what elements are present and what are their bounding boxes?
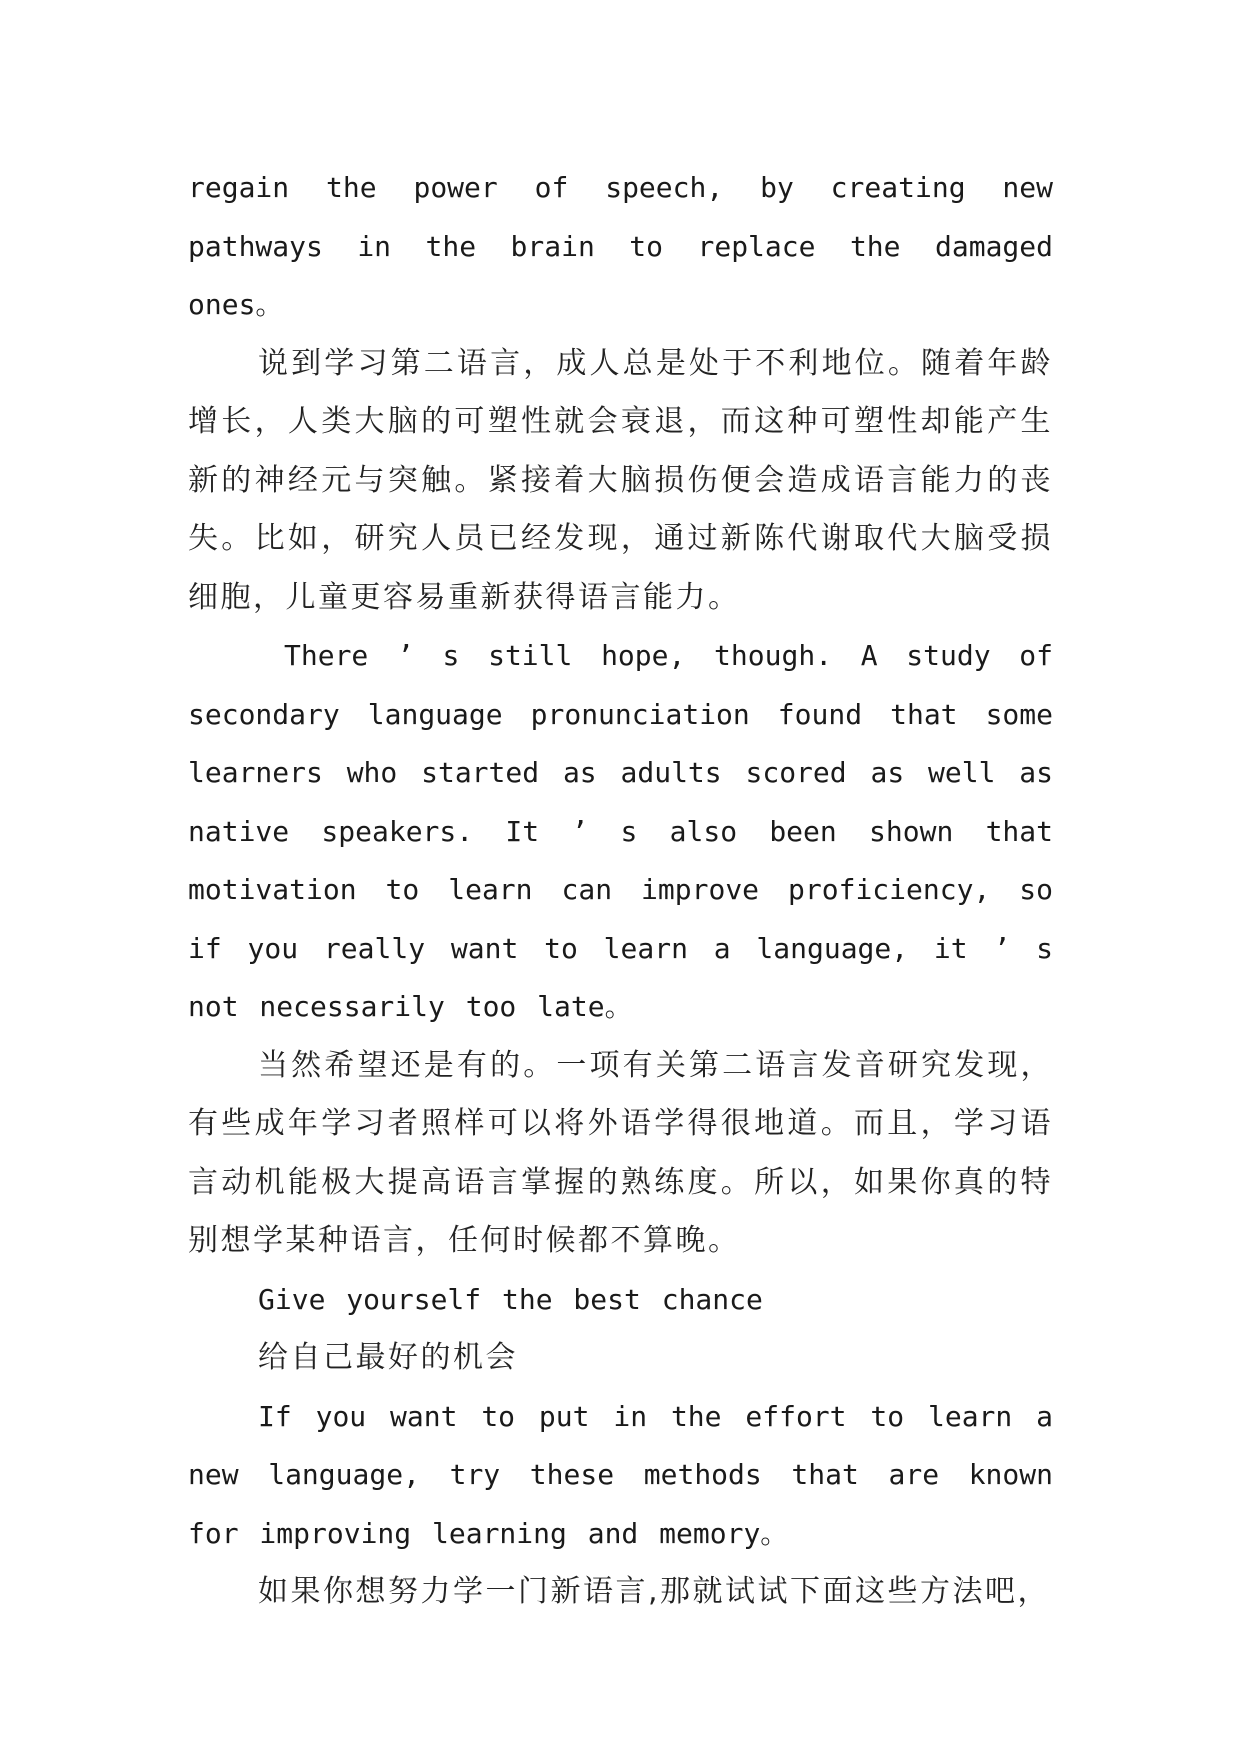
document-body [188,159,1053,1622]
paragraph-zh-second-language: 说到学习第二语言，成人总是处于不利地位。随着年龄增长，人类大脑的可塑性就会衰退，而这种可塑性却能产生新的神经元与突触。紧接着大脑损伤便会造成语言能力的丧失。比如，研究人员已经发现，通过新陈代谢取代大脑受损细胞，儿童更容易重新获得语言能力。 [188,345,1053,615]
section-heading-en: Give yourself the best chance [258,1282,763,1316]
paragraph-en-speech: regain the power of speech, by creating new pathways in the brain to replace the damaged ones。 [188,171,1053,321]
section-heading-zh: 给自己最好的机会 [258,1340,518,1375]
paragraph-en-hope: There ’ s still hope, though. A study of secondary language pronunciation found that some learners who started as adults scored as well as native speakers. It ’ s also been shown that motivation to learn can improve proficiency, so if you really want to learn a language, it ’ s not necessarily too late。 [188,639,1053,1023]
paragraph-zh-effort: 如果你想努力学一门新语言,那就试试下面这些方法吧， [258,1574,1051,1609]
paragraph-zh-hope: 当然希望还是有的。一项有关第二语言发音研究发现，有些成年学习者照样可以将外语学得很地道。而且，学习语言动机能极大提高语言掌握的熟练度。所以，如果你真的特别想学某种语言，任何时候都不算晚。 [188,1047,1053,1258]
paragraph-en-effort: If you want to put in the effort to learn a new language, try these methods that are known for improving learning and memory。 [188,1399,1053,1550]
